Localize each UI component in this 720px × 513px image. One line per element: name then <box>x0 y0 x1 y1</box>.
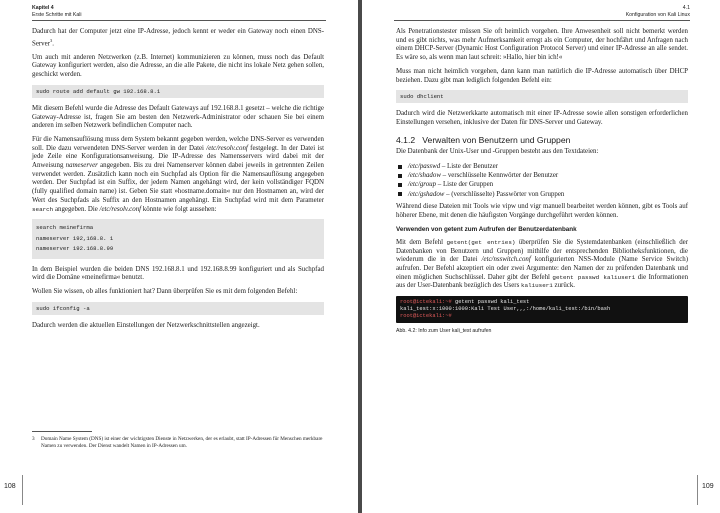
right-page <box>362 0 720 513</box>
terminal-line: kali_test:x:1000:1000:Kali Test User,,,:/home/kali_test:/bin/bash <box>400 306 611 313</box>
paragraph: Um auch mit anderen Netzwerken (z.B. Internet) kommunizieren zu können, muss noch das Default Gateway konfiguriert werden, also die Adresse, an die alle Pakete, die nicht ins lokale Netz gehen sollen, geschickt werden. <box>32 53 324 79</box>
header-title: Erste Schritte mit Kali <box>32 11 82 18</box>
paragraph: Muss man nicht heimlich vorgehen, dann kann man natürlich die IP-Adresse automatisch über DHCP beziehen. Dazu gibt man lediglich folgenden Befehl ein: <box>396 67 688 84</box>
list-item: /etc/gshadow – (verschlüsselte) Passwörter von Gruppen <box>396 190 688 199</box>
footnote-rule <box>32 431 92 432</box>
code-line: search meinefirma <box>36 224 94 232</box>
paragraph: Als Penetrationstester müssen Sie oft heimlich vorgehen. Ihre Anwesenheit soll nicht bemerkt werden und es gibt nichts, was mehr Aufmerksamkeit erregt als ein Computer, der hochfährt und Anfragen nach einem DHCP-Server (Dynamic Host Configuration Protocol Server) und einer IP-Adresse an alle sendet. Es wäre so, als wenn man laut schreit: »Hallo, hier bin ich!« <box>396 28 688 62</box>
list-item: /etc/shadow – verschlüsselte Kennwörter der Benutzer <box>396 171 688 180</box>
running-header <box>626 5 690 18</box>
left-page <box>0 0 358 513</box>
header-rule <box>32 20 326 21</box>
page-number: 109 <box>702 483 714 490</box>
page-edge-mark <box>697 475 698 505</box>
left-body <box>32 28 324 336</box>
page-edge-mark <box>22 475 23 505</box>
paragraph: Während diese Dateien mit Tools wie vipw und vigr manuell bearbeitet werden können, gibt es Tools auf höherer Ebene, mit denen die häufigsten Vorgänge durchgeführt werden können. <box>396 202 688 219</box>
paragraph: Dadurch werden die aktuellen Einstellungen der Netzwerkschnittstellen angezeigt. <box>32 321 260 329</box>
code-block-dhclient: sudo dhclient <box>396 90 688 103</box>
paragraph: Wollen Sie wissen, ob alles funktioniert hat? Dann überprüfen Sie es mit dem folgenden Befehl: <box>32 288 298 296</box>
figure-caption: Abb. 4.2: Info zum User kali_test aufrufen <box>396 328 492 335</box>
paragraph: Mit diesem Befehl wurde die Adresse des Default Gateways auf 192.168.8.1 gesetzt – welche die richtige Gateway-Adresse ist, fragen Sie am besten den Netzwerk-Administrator oder schauen Sie bei einem anderen im selben Netzwerk befindlichen Computer nach. <box>32 104 324 130</box>
code-block-resolv <box>32 219 324 259</box>
running-header <box>32 5 82 18</box>
bullet-icon <box>398 165 402 169</box>
code-line: nameserver 192.168.8.99 <box>36 245 114 253</box>
page-number: 108 <box>4 483 16 490</box>
terminal-screenshot <box>396 296 688 323</box>
paragraph: Für die Namensauflösung muss dem System bekannt gegeben werden, welche DNS-Server es verwenden soll. Die dazu verwendeten DNS-Server werden in der Datei /etc/resolv.conf festgelegt. In der Datei ist jede Zeile eine Konfigurationsanweisung. Die IP-Adresse des Namensservers wird dabei mit der Anweisung nameserver angegeben. Bis zu drei Namenserver können dabei jeweils in getrennten Zeilen verwendet werden. Zusätzlich kann noch ein Suchpfad als Option für die Namensauflösung angegeben werden. Der Suchpfad ist ein Suffix, der jedem Namen angehängt wird, der kein vollständiger FQDN (fully qualified domain name) ist. Geben Sie statt »hostname.domain« nur den Hostnamen an, wird der Wert des Suchpfads als Suffix an den Hostnamen angehängt. Ein Suchpfad wird mit dem Parameter search angegeben. Die /etc/resolv.conf könnte wie folgt aussehen: <box>32 135 324 213</box>
footnote-text: Domain Name System (DNS) ist einer der wichtigsten Dienste in Netzwerken, der es erlaubt, statt IP-Adressen für Menschen merkbare Namen zu verwenden. Der Dienst wandelt Namen in IP-Adressen um. <box>41 436 323 449</box>
bullet-icon <box>398 183 402 187</box>
code-block-ifconfig: sudo ifconfig -a <box>32 302 324 315</box>
paragraph: In dem Beispiel wurden die beiden DNS 192.168.8.1 und 192.168.8.99 konfiguriert und als Suchpfad wird die Domäne »meinefirma« benutzt. <box>32 265 324 282</box>
header-rule <box>394 20 690 21</box>
list-item: /etc/group – Liste der Gruppen <box>396 180 688 189</box>
footnote <box>32 436 324 449</box>
list-item: /etc/passwd – Liste der Benutzer <box>396 162 688 171</box>
header-section: 4.1 <box>682 5 690 11</box>
bullet-icon <box>398 192 402 196</box>
terminal-line: root@ictekali:~# getent passwd kali_test <box>400 299 530 306</box>
bullet-icon <box>398 174 402 178</box>
section-heading: 4.1.2 Verwalten von Benutzern und Gruppen <box>396 134 571 145</box>
paragraph: Die Datenbank der Unix-User und -Gruppen besteht aus den Textdateien: <box>396 148 599 156</box>
header-title: Konfiguration von Kali Linux <box>625 11 690 18</box>
paragraph: Dadurch hat der Computer jetzt eine IP-Adresse, jedoch kennt er weder ein Gateway noch einen DNS-Server$^3$. <box>32 28 324 47</box>
header-chapter: Kapitel 4 <box>32 5 54 11</box>
code-line: nameserver 192,168.8. 1 <box>36 234 114 242</box>
footnote-ref: 3 <box>49 37 53 43</box>
paragraph: Mit dem Befehl getent(get entries) überprüfen Sie die Systemdatenbanken (einschließlich der Datenbanken von Benutzern und Gruppen) mithilfe der entsprechenden Bibliotheksfunktionen, die wiederum die in der Datei /etc/nsswitch.conf konfigurierten NSS-Module (Name Service Switch) aufrufen. Der Befehl akzeptiert ein oder zwei Argumente: den Namen der zu prüfenden Datenbank und einen möglichen Suchschlüssel. Daher gibt der Befehl getent passwd kaliuser1 die Informationen aus der User-Datenbank bezüglich des Users kaliuser1 zurück. <box>396 238 689 290</box>
code-block-route: sudo route add default gw 192.168.8.1 <box>32 85 324 98</box>
right-body <box>396 28 688 336</box>
footnote-number: 3 <box>32 436 35 442</box>
file-list <box>396 162 688 199</box>
subsection-heading: Verwenden von getent zum Aufrufen der Benutzerdatenbank <box>396 226 577 234</box>
paragraph: Dadurch wird die Netzwerkkarte automatisch mit einer IP-Adresse sowie allen sonstigen erforderlichen Einstellungen versehen, inklusive der Daten für DNS-Server und Gateway. <box>396 110 688 126</box>
terminal-line: root@ictekali:~# <box>400 313 452 320</box>
